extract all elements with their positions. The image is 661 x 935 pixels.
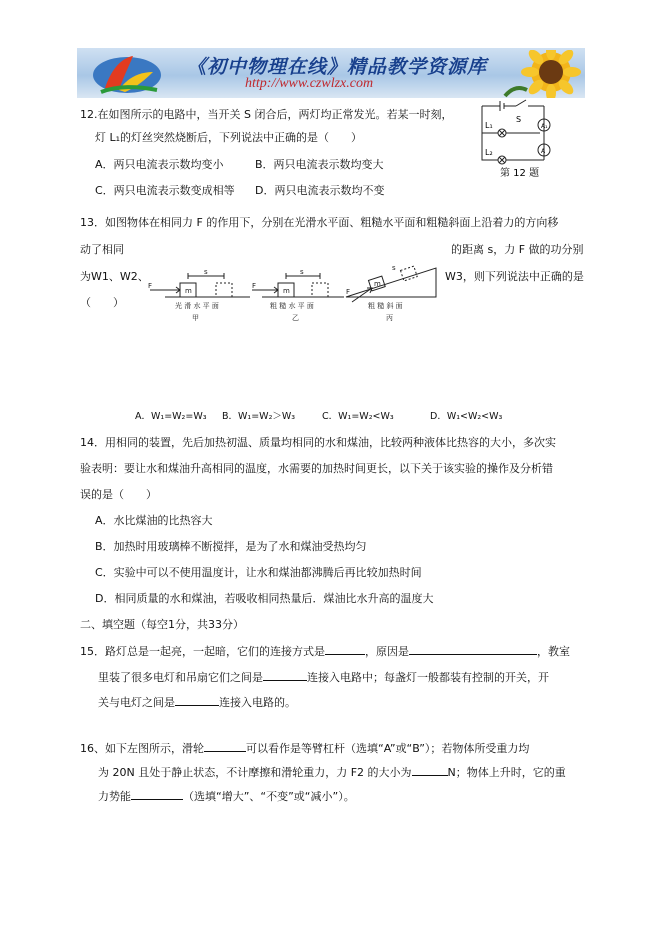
q13-line1: 13．如图物体在相同力 F 的作用下，分别在光滑水平面、粗糙水平面和粗糙斜面上沿着力的方向移 [80, 216, 559, 229]
q15-line1c: ，教室 [537, 645, 570, 658]
q13-line2b: 的距离 s，力 F 做的功分别 [451, 243, 584, 256]
q12-circuit-diagram [478, 98, 558, 178]
q13-fig3-name: 丙 [386, 314, 393, 322]
q15-line3 [98, 695, 296, 710]
q15-blank4[interactable] [175, 695, 219, 706]
q15-line2b: 连接入电路中；每盏灯一般都装有控制的开关，开 [307, 671, 549, 684]
section2-title: 二、填空题（每空1分，共33分） [80, 618, 244, 631]
q16-line1a: 16、如下左图所示，滑轮 [80, 742, 204, 755]
q13-fig3-surface: 粗 糙 斜 面 [368, 302, 403, 310]
q16-blank2[interactable] [412, 765, 448, 776]
q16-line1 [80, 741, 529, 756]
q12-option-c: C．两只电流表示数变成相等 [95, 184, 235, 197]
q15-line2a: 里装了很多电灯和吊扇它们之间是 [98, 671, 263, 684]
header-banner [77, 48, 585, 98]
q12-l2-label: L₂ [485, 148, 493, 157]
q14-option-c: C．实验中可以不使用温度计，让水和煤油都沸腾后再比较加热时间 [95, 566, 422, 579]
q13-fig1-s: s [204, 268, 208, 276]
q13-fig2-name: 乙 [292, 314, 299, 322]
q15-blank3[interactable] [263, 670, 307, 681]
q15-line1b: ，原因是 [365, 645, 409, 658]
q14-option-d: D．相同质量的水和煤油，若吸收相同热量后．煤油比水升高的温度大 [95, 592, 434, 605]
q13-fig1-m: m [185, 287, 192, 295]
q13-fig1-f: F [148, 282, 153, 290]
q13-fig2-m: m [283, 287, 290, 295]
banner-url-link[interactable]: http://www.czwlzx.com [245, 76, 374, 91]
q13-fig3-s: s [392, 264, 396, 272]
q13-figures [140, 260, 440, 322]
q12-figure-caption: 第 12 题 [500, 168, 540, 178]
q12-l1-label: L₁ [485, 121, 493, 130]
q12-switch-label: S [516, 115, 522, 124]
q15-blank2[interactable] [409, 644, 537, 655]
q12-line2: 灯 L₁的灯丝突然烧断后，下列说法中正确的是（ ） [95, 131, 363, 144]
q15-line2 [98, 670, 549, 685]
q13-option-c: C．W₁=W₂<W₃ [322, 411, 394, 422]
q13-option-a: A．W₁=W₂=W₃ [135, 411, 207, 422]
q13-fig3-f: F [346, 288, 351, 296]
q16-line3b: （选填“增大”、“不变”或“减小”）。 [183, 790, 355, 803]
q12-option-a: A．两只电流表示数均变小 [95, 158, 224, 171]
q13-option-d: D．W₁<W₂<W₃ [430, 411, 503, 422]
q15-blank1[interactable] [325, 644, 365, 655]
q14-line1: 14．用相同的装置，先后加热初温、质量均相同的水和煤油，比较两种液体比热容的大小，多次实 [80, 436, 556, 449]
q13-fig2-f: F [252, 282, 257, 290]
sunflower-icon [495, 50, 585, 98]
q16-blank1[interactable] [204, 741, 246, 752]
q16-line2a: 为 20N 且处于静止状态，不计摩擦和滑轮重力，力 F2 的大小为 [98, 766, 412, 779]
q13-line3a: 为W1、W2、 [80, 270, 149, 283]
q13-fig1-surface: 光 滑 水 平 面 [175, 302, 219, 310]
q14-option-b: B．加热时用玻璃棒不断搅拌，是为了水和煤油受热均匀 [95, 540, 367, 553]
q14-line3: 误的是（ ） [80, 488, 157, 501]
q12-ammeter1-label: A₁ [541, 123, 548, 130]
q13-fig1-name: 甲 [192, 314, 199, 322]
q13-line3b: W3，则下列说法中正确的是 [445, 270, 584, 283]
q15-line1 [80, 644, 570, 659]
q12-option-d: D．两只电流表示数均不变 [255, 184, 385, 197]
q12-option-b: B．两只电流表示数均变大 [255, 158, 384, 171]
q13-fig2-s: s [300, 268, 304, 276]
q13-line4: （ ） [80, 296, 124, 309]
q14-line2: 验表明：要让水和煤油升高相同的温度，水需要的加热时间更长，以下关于该实验的操作及分析错 [80, 462, 553, 475]
q16-line3a: 力势能 [98, 790, 131, 803]
q16-line2b: N；物体上升时，它的重 [447, 766, 566, 779]
q13-option-b: B．W₁=W₂＞W₃ [222, 411, 296, 422]
q16-line2 [98, 765, 566, 780]
q13-fig2-surface: 粗 糙 水 平 面 [270, 302, 314, 310]
banner-title: 《初中物理在线》精品教学资源库 [187, 56, 488, 78]
q15-line1a: 15．路灯总是一起亮，一起暗，它们的连接方式是 [80, 645, 325, 658]
q15-line3a: 关与电灯之间是 [98, 696, 175, 709]
q13-fig3-m: m [374, 280, 381, 288]
q13-line2a: 动了相同 [80, 243, 124, 256]
q14-option-a: A．水比煤油的比热容大 [95, 514, 213, 527]
q16-blank3[interactable] [131, 789, 183, 800]
q15-line3b: 连接入电路的。 [219, 696, 296, 709]
q16-line1b: 可以看作是等臂杠杆（选填“A”或“B”）；若物体所受重力均 [246, 742, 530, 755]
q16-line3 [98, 789, 355, 804]
q12-line1: 12.在如图所示的电路中，当开关 S 闭合后，两灯均正常发光。若某一时刻， [80, 108, 453, 121]
q12-ammeter2-label: A [541, 148, 546, 155]
